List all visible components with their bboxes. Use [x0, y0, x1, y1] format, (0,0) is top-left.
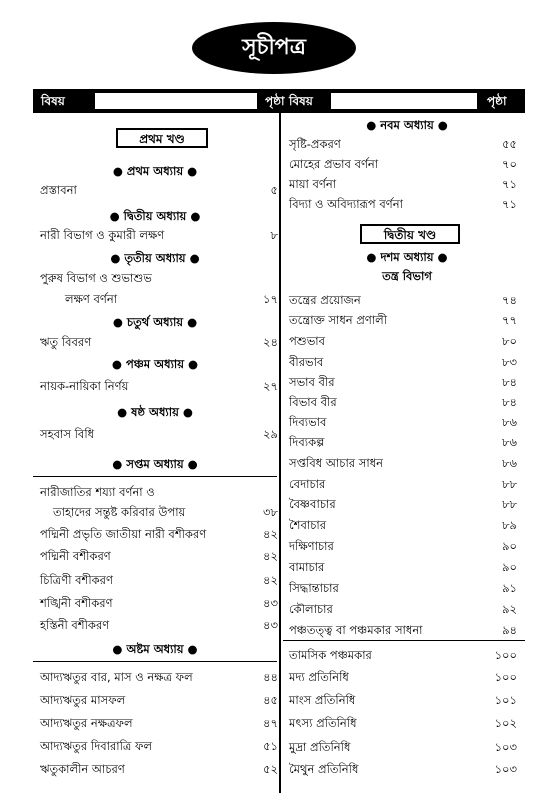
list-item: আদ্যঋতুর নক্ষত্রফল ৪৭	[40, 716, 278, 730]
list-item: বিদ্যা ও অবিদ্যারূপ বর্ণনা ৭১	[289, 197, 517, 211]
list-item: পশুভাব ৮০	[289, 334, 517, 348]
page-title: সূচীপত্র	[192, 22, 356, 74]
section-heading-7: ● সপ্তম অধ্যায় ●	[112, 457, 198, 471]
list-item: পুরুষ বিভাগ ও শুভাশুভ	[40, 271, 152, 285]
list-item: সভাব বীর ৮৪	[289, 375, 517, 389]
part-two-box: দ্বিতীয় খণ্ড	[360, 224, 460, 244]
list-item: মোহের প্রভাব বর্ণনা ৭০	[289, 157, 517, 171]
section-heading-8: ● অষ্টম অধ্যায় ●	[112, 642, 198, 656]
list-item: লক্ষণ বর্ণনা ১৭	[65, 292, 278, 306]
list-item: চিত্রিণী বশীকরণ ৪২	[40, 573, 278, 587]
list-item: তাহাদের সন্তুষ্ট করিবার উপায় ৩৮	[53, 505, 278, 519]
section-heading-6: ● ষষ্ঠ অধ্যায় ●	[117, 405, 193, 419]
section-heading-10: ● দশম অধ্যায় ●	[366, 250, 448, 264]
section-heading-5: ● পঞ্চম অধ্যায় ●	[111, 357, 199, 371]
header-blank-left	[95, 93, 257, 109]
section-heading-9: ● নবম অধ্যায় ●	[366, 118, 448, 132]
section-subheading-tantra: তন্ত্র বিভাগ	[382, 269, 432, 283]
list-item: হস্তিনী বশীকরণ ৪৩	[40, 618, 278, 632]
list-item: আদ্যঋতুর বার, মাস ও নক্ষত্র ফল ৪৪	[40, 670, 278, 684]
list-item: তন্ত্রোক্ত সাধন প্রণালী ৭৭	[289, 313, 517, 327]
list-item: পদ্মিনী প্রভৃতি জাতীয়া নারী বশীকরণ ৪২	[40, 527, 278, 541]
section-heading-2: ● দ্বিতীয় অধ্যায় ●	[109, 209, 201, 223]
list-item: সপ্তবিধ আচার সাধন ৮৬	[289, 456, 517, 470]
list-item: প্রস্তাবনা ৫	[40, 183, 278, 197]
list-item: দিব্যভাব ৮৬	[289, 415, 517, 429]
list-item: বেদাচার ৮৮	[289, 477, 517, 491]
list-item: ঋতু বিবরণ ২৪	[40, 335, 278, 349]
list-item: তামসিক পঞ্চমকার ১০০	[289, 648, 517, 662]
page-header-right: পৃষ্ঠা	[487, 94, 507, 108]
list-item: বীরভাব ৮৩	[289, 355, 517, 369]
list-item: দিব্যকল্প ৮৬	[289, 435, 517, 449]
list-item: কৌলাচার ৯২	[289, 602, 517, 616]
section-rule	[283, 640, 525, 644]
column-divider	[279, 113, 281, 793]
list-item: বিভাব বীর ৮৪	[289, 395, 517, 409]
list-item: মুদ্রা প্রতিনিধি ১০৩	[289, 740, 517, 754]
subject-header-right: বিষয়	[289, 94, 313, 108]
list-item: সৃষ্টি-প্রকরণ ৫৫	[289, 137, 517, 151]
list-item: মাংস প্রতিনিধি ১০১	[289, 693, 517, 707]
header-blank-right	[331, 93, 477, 109]
list-item: পদ্মিনী বশীকরণ ৪২	[40, 549, 278, 563]
list-item: পঞ্চতত্ত্ব বা পঞ্চমকার সাধনা ৯৪	[289, 623, 517, 637]
list-item: বৈষ্ণবাচার ৮৮	[289, 497, 517, 511]
list-item: দক্ষিণাচার ৯০	[289, 539, 517, 553]
list-item: শৈবাচার ৮৯	[289, 518, 517, 532]
list-item: বামাচার ৯০	[289, 560, 517, 574]
list-item: মদ্য প্রতিনিধি ১০০	[289, 670, 517, 684]
list-item: সিদ্ধান্তাচার ৯১	[289, 581, 517, 595]
list-item: মৈথুন প্রতিনিধি ১০৩	[289, 762, 517, 776]
list-item: মায়া বর্ণনা ৭১	[289, 177, 517, 191]
section-rule	[33, 661, 277, 665]
list-item: নারী বিভাগ ও কুমারী লক্ষণ ৮	[40, 228, 278, 242]
header-bar	[33, 89, 525, 113]
list-item: আদ্যঋতুর মাসফল ৪৫	[40, 693, 278, 707]
list-item: শঙ্খিনী বশীকরণ ৪৩	[40, 596, 278, 610]
page-header-left: পৃষ্ঠা	[265, 94, 285, 108]
list-item: ঋতুকালীন আচরণ ৫২	[40, 762, 278, 776]
list-item: মৎস্য প্রতিনিধি ১০২	[289, 716, 517, 730]
section-rule	[33, 476, 277, 480]
list-item: আদ্যঋতুর দিবারাত্রি ফল ৫১	[40, 739, 278, 753]
list-item: নায়ক-নায়িকা নির্ণয় ২৭	[40, 379, 278, 393]
list-item: তন্ত্রের প্রয়োজন ৭৪	[289, 293, 517, 307]
part-one-box: প্রথম খণ্ড	[116, 128, 208, 148]
section-heading-3: ● তৃতীয় অধ্যায় ●	[110, 251, 200, 265]
section-heading-4: ● চতুর্থ অধ্যায় ●	[112, 315, 198, 329]
section-heading-1: ● প্রথম অধ্যায় ●	[112, 164, 198, 178]
list-item: সহবাস বিধি ২৯	[40, 427, 278, 441]
list-item: নারীজাতির শয্যা বর্ণনা ও	[40, 485, 155, 499]
subject-header-left: বিষয়	[41, 94, 65, 108]
